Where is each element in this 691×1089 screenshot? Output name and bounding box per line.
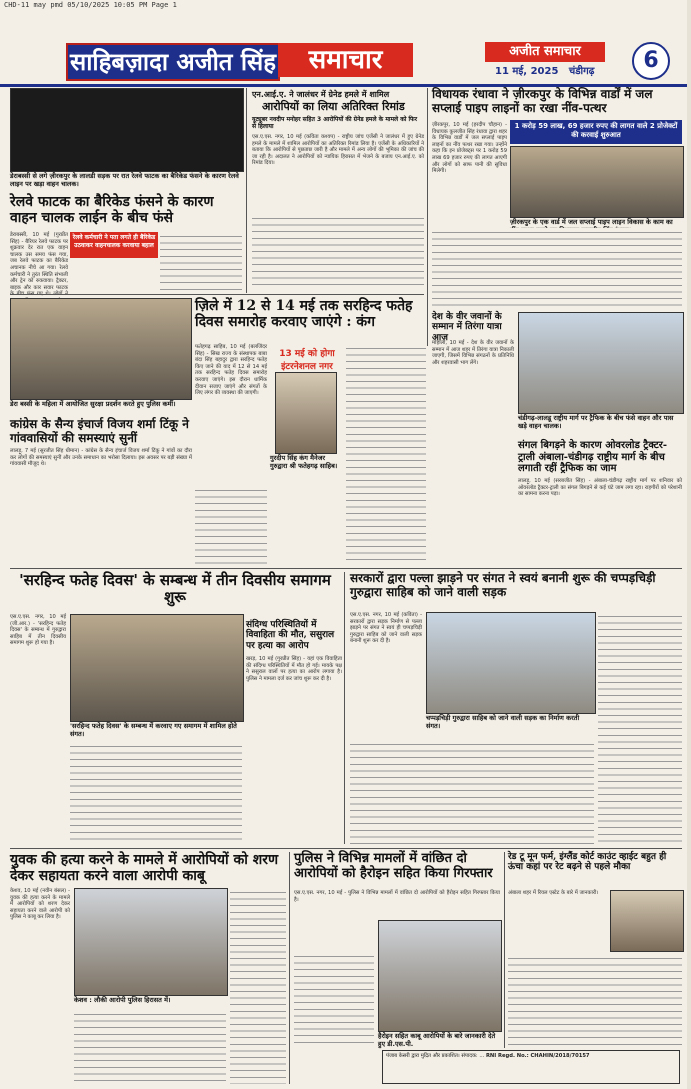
story12-headline: पुलिस ने विभिन्न मामलों में वांछित दो आरोपियों को हैरोइन सहित किया गिरफ्तार: [294, 851, 493, 881]
story13-headline: रेड टू मून फर्म, इंग्लैंड कोर्ट काउंट व्हाईट बहुत ही ऊंचा कहां पर रेट बढ़ने से पहले मौका: [508, 852, 667, 873]
story10-body-continued-2: [350, 740, 594, 844]
story10-body-continued: [598, 612, 682, 844]
story9-body: खरड़, 10 मई (गुरप्रीत सिंह) - यहां एक विवाहिता की संदिग्ध परिस्थितियों में मौत हो गई। मायके पक्ष ने ससुराल वालों पर हत्या का आरोप लगाया है। पुलिस ने मामला दर्ज कर जांच शुरू कर दी है।: [246, 656, 342, 682]
story3-headline: विधायक रंधावा ने ज़ीरकपुर के विभिन्न वार्डों में जल सप्लाई पाइप लाइनों का रखा नींव-पत्थर: [432, 87, 653, 115]
story2-kicker: एन.आई.ए. ने जालंधर में ग्रेनेड हमले में शामिल: [252, 90, 390, 99]
story10-body: एस.ए.एस. नगर, 10 मई (कविता) - सरकारों द्वारा सड़क निर्माण से पल्ला झाड़ने पर संगत ने स्वयं ही चप्पड़चिड़ी गुरुद्वारा साहिब को जाने वाली सड़क बनानी शुरू कर दी है।: [350, 612, 422, 645]
masthead-title-left: साहिबज़ादा अजीत सिंह: [66, 43, 280, 81]
story11-photo: [74, 888, 228, 996]
story4-portrait: [275, 372, 337, 454]
masthead-date: 11 मई, 2025: [495, 66, 559, 77]
story10-headline: सरकारों द्वारा पल्ला झाड़ने पर संगत ने स्वयं बनानी शुरू की चप्पड़चिड़ी गुरुद्वारा साहिब को जाने वाली सड़क: [350, 571, 656, 599]
story10-photo-caption: चप्पड़चिड़ी गुरुद्वारा साहिब को जाने वाली सड़क का निर्माण करती संगत।: [426, 714, 580, 730]
story4-portrait-caption: गुरदीप सिंह कंग मैनेजर गुरुद्वारा श्री फतेहगढ़ साहिब।: [270, 454, 338, 470]
page-number: 6: [632, 42, 670, 80]
story8-body-continued: [70, 742, 242, 844]
story1-photo: [10, 88, 244, 172]
column-divider: [344, 572, 345, 844]
story12-body: एस.ए.एस. नगर, 10 मई - पुलिस ने विभिन्न मामलों में वांछित दो आरोपियों को हैरोइन सहित गिरफ्तार किया है।: [294, 890, 500, 903]
story13-photo: [610, 890, 684, 952]
story11-body-continued: [74, 1010, 226, 1084]
story1-headline: रेलवे फाटक का बैरिकेड फंसने के कारण वाहन चालक लाईन के बीच फंसे: [10, 194, 214, 227]
row-divider: [10, 848, 682, 849]
story3-body-continued: [432, 228, 682, 308]
column-divider: [289, 852, 290, 1084]
story11-headline: युवक की हत्या करने के मामले में आरोपियों को शरण देकर सहायता करने वाला आरोपी काबू: [10, 852, 279, 885]
story4-body-continued-2: [195, 486, 267, 564]
story8-body: एस.ए.एस. नगर, 10 मई (जी.आर.) - 'सरहिन्द फतेह दिवस' के सम्बन्ध में गुरुद्वारा साहिब में तीन दिवसीय समागम शुरू हो गया है।: [10, 614, 66, 647]
masthead-city: चंडीगढ़: [568, 66, 595, 77]
story11-photo-caption: केशव : लौकी आरोपी पुलिस हिरासत में।: [74, 996, 171, 1004]
column-divider: [427, 88, 428, 346]
story12-photo-caption: हैरोइन सहित काबू आरोपियों के बारे जानकारी देते हुए डी.एस.पी.: [378, 1032, 496, 1048]
story7-photo-caption: चंडीगढ़-लालडू राष्ट्रीय मार्ग पर ट्रैफिक के बीच फंसे वाहन और पास खड़े वाहन चालक।: [518, 414, 674, 430]
column-divider: [246, 88, 247, 293]
story2-headline: आरोपियों का लिया अतिरिक्त रिमांड: [262, 100, 405, 113]
story3-photo-caption: ज़ीरकपुर के एक वार्ड में जल सप्लाई पाइप लाइन विकास के काम का: [510, 218, 673, 226]
row-divider: [10, 294, 424, 295]
story12-body-continued: [294, 952, 374, 1048]
masthead-brand: अजीत समाचार: [485, 42, 605, 62]
story10-photo: [426, 612, 596, 714]
story1-photo-caption: डेराबस्सी से लगे ज़ीरकपुर के लालडी सड़क पर रात रेलवे फाटक का बैरिकेड फंसने के कारण रेलवे लाइन पर खड़ा वाहन चालक।: [10, 172, 239, 188]
story5-photo: [10, 298, 192, 400]
story6-body: मोहाली, 10 मई - देश के वीर जवानों के सम्मान में आज शहर में तिरंगा यात्रा निकाली जाएगी, जिसमें विभिन्न संगठनों के प्रतिनिधि और शहरवासी भाग लेंगे।: [432, 340, 514, 366]
story2-subhead: यूट्यूबर नवदीप मनोहर सहित 3 आरोपियों की ग्रेनेड हमले के मामले को फिर से हिलाया: [252, 116, 418, 130]
story11-body-continued-2: [230, 888, 286, 1084]
story1-body-continued: [160, 232, 242, 292]
row-divider: [10, 568, 682, 569]
story7-photo: [518, 312, 684, 414]
masthead-title-mid: समाचार: [278, 43, 413, 77]
print-meta-line: CHD-11 may pmd 05/10/2025 10:05 PM Page 1: [4, 1, 177, 9]
story1-body: डेराबस्सी, 10 मई (गुरप्रीत सिंह) - बैरियर रेलवे फाटक पर शुक्रवार देर रात एक वाहन चालक उस समय फंस गया, जब रेलवे फाटक का बैरिकेड अचानक नीचे आ गया। रेलवे कर्मचारी ने तुरंत स्थिति संभाली और ट्रेन को रुकवाया। ट्रैक्टर, बाइक और कार सवार फाटक: [10, 232, 68, 291]
story6-headline: देश के वीर जवानों के सम्मान में तिरंगा यात्रा आज: [432, 312, 502, 343]
column-divider: [504, 852, 505, 1048]
story3-photo: [510, 146, 684, 218]
imprint-rni: RNI Regd. No.: CHAHIN/2018/70157: [485, 1053, 590, 1059]
masthead-dateline: [495, 63, 594, 77]
story13-body-continued: [508, 954, 682, 1046]
story5-photo-caption: डेरा बस्सी के महिला में आयोजित सुरक्षा प्रदर्शन करते हुए पुलिस कर्मी।: [10, 400, 176, 408]
story4-quote: 13 मई को होगा इंटरनेशनल नगर: [279, 349, 335, 372]
story7-headline: संगल बिगड़ने के कारण ओवरलोड ट्रैक्टर-ट्राली अंबाला-चंडीगढ़ राष्ट्रीय मार्ग के बीच लगाती रहीं ट्रैफिक का जाम: [518, 440, 668, 474]
story4-body: फतेहगढ़ साहिब, 10 मई (बलजिंदर सिंह) - सिख राज्य के संस्थापक बाबा बंदा सिंह बहादुर द्वारा सरहिन्द फतेह किए जाने की याद में 12 से 14 मई तक सरहिन्द फतेह दिवस समारोह करवाए जाएंगे। इस दौरान धार्मिक दीवान सजाए जाएंगे और संगतों के लिए लंगर की व्यवस्था की जाएगी।: [195, 344, 267, 397]
story5-headline: कांग्रेस के सैन्य इंचार्ज विजय शर्मा टिंकू ने गांववासियों की समस्याएं सुनीं: [10, 417, 189, 445]
story12-photo: [378, 920, 502, 1032]
story8-photo-caption: 'सरहिन्द फतेह दिवस' के सम्बन्ध में करवाए गए समागम में शामिल होते संगत।: [70, 722, 237, 738]
story3-highlight-box: 1 करोड़ 59 लाख, 69 हजार रुपए की लागत वाले 2 प्रोजेक्टों की करवाई शुरुआत: [510, 120, 682, 144]
story4-body-continued: [346, 344, 426, 564]
imprint-text: पंजाब केसरी द्वारा मुद्रित और प्रकाशित। संपादक: ...: [386, 1053, 485, 1059]
story3-body: ज़ीरकपुर, 10 मई (हरदीप चौहान) - विधायक कुलजीत सिंह रंधावा द्वारा शहर के विभिन्न वार्डों में जल सप्लाई पाइप लाइनों का नींव पत्थर रखा गया। उन्होंने कहा कि इन प्रोजेक्ट्स पर 1 करोड़ 59 लाख 69 हजार रुपए की लागत आएगी और लोगों को साफ पानी की सुविधा मिलेगी।: [432, 122, 507, 175]
imprint-footer: [382, 1050, 680, 1084]
story11-body: केशव, 10 मई (नवीन बंसल) - युवक की हत्या करने के मामले में आरोपियों को शरण देकर सहायता करने वाले आरोपी को पुलिस ने काबू कर लिया है।: [10, 888, 70, 921]
story2-body-continued: [252, 214, 424, 286]
story7-body: लालड़ू, 10 मई (सरबजीत सिंह) - अंबाला-चंडीगढ़ राष्ट्रीय मार्ग पर शनिवार को ओवरलोड ट्रैक्टर-ट्राली का संगल बिगड़ने से कई घंटे जाम लगा रहा। राहगीरों को परेशानी का सामना करना पड़ा।: [518, 478, 682, 498]
story8-headline: 'सरहिन्द फतेह दिवस' के सम्बन्ध में तीन दिवसीय समागम शुरू: [19, 571, 331, 607]
story8-photo: [70, 614, 244, 722]
story13-body: अंबाला शहर में रियल एस्टेट के बारे में जानकारी।: [508, 890, 599, 896]
story5-body: लालड़ू, 7 मई (सुरजीत सिंह धीमान) - कांग्रेस के सैन्य इंचार्ज विजय शर्मा टिंकू ने गांवों का दौरा कर लोगों की समस्याएं सुनीं और उनके समाधान का भरोसा दिलाया। इस अवसर पर बड़ी संख्या में गांववासी मौजूद थे।: [10, 448, 192, 468]
story9-headline: संदिग्ध परिस्थितियों में विवाहिता की मौत, ससुराल पर हत्या का आरोप: [246, 620, 335, 651]
story1-sidebar: रेलवे कर्मचारी ने पता लगते ही बैरिकेड उठवाकर वाहनचालक करवाया बहाल: [70, 232, 158, 258]
story2-body: एस.ए.एस. नगर, 10 मई (कविता कश्यप) - राष्ट्रीय जांच एजेंसी ने जालंधर में हुए ग्रेनेड हमले के मामले में शामिल आरोपियों का अतिरिक्त रिमांड लिया है। एजेंसी के अधिकारियों ने बताया कि आरोपियों से पूछताछ जारी है और मामले में अन्य लोगों की भूमिका की जांच की जा रही है। अदालत ने आरोपियों को न्यायिक हिरासत में भेजने के बजाय एन.आई.ए. को रिमांड दिया।: [252, 134, 424, 167]
story4-headline: ज़िले में 12 से 14 मई तक सरहिन्द फतेह दिवस समारोह करवाए जाएंगे : कंग: [195, 298, 413, 331]
